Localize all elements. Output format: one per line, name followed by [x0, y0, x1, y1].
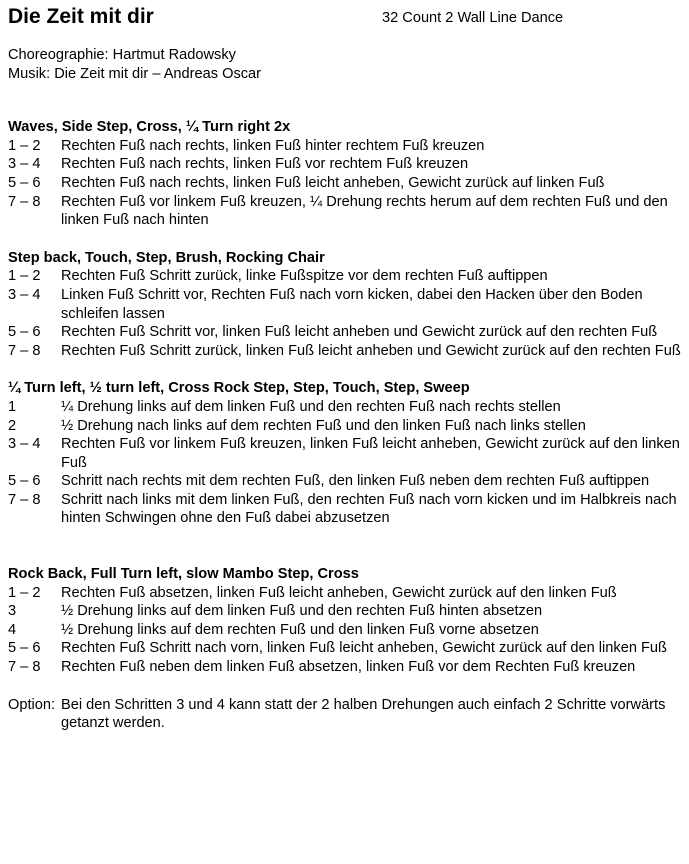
step-description: Schritt nach rechts mit dem rechten Fuß, den linken Fuß neben dem rechten Fuß auftippen [61, 473, 650, 490]
step-count: 7 – 8 [8, 193, 41, 210]
step-count: 7 – 8 [8, 491, 41, 508]
step-count: 4 [8, 621, 17, 638]
step-row [8, 342, 684, 361]
step-description: Rechten Fuß nach rechts, linken Fuß vor rechtem Fuß kreuzen [61, 156, 469, 173]
option-text: Bei den Schritten 3 und 4 kann statt der 2 halben Drehungen auch einfach 2 Schritte vorwärts getanzt werden. [61, 696, 666, 732]
section-title: ¼ Turn left, ½ turn left, Cross Rock Step, Step, Touch, Step, Sweep [8, 380, 470, 397]
step-description: Rechten Fuß Schritt zurück, linke Fußspitze vor dem rechten Fuß auftippen [61, 268, 548, 285]
option-label: Option: [8, 696, 56, 713]
step-row [8, 155, 684, 174]
page-title: Die Zeit mit dir [8, 5, 154, 28]
section [8, 118, 684, 230]
step-count: 2 [8, 417, 17, 434]
step-row [8, 639, 684, 658]
step-row [8, 267, 684, 286]
step-count: 3 – 4 [8, 286, 41, 303]
step-row [8, 323, 684, 342]
header [8, 4, 684, 31]
option-note [8, 696, 684, 733]
step-count: 1 – 2 [8, 584, 41, 601]
step-count: 7 – 8 [8, 342, 41, 359]
step-count: 3 – 4 [8, 436, 41, 453]
step-description: Rechten Fuß vor linkem Fuß kreuzen, ¼ Drehung rechts herum auf dem rechten Fuß und den linken Fuß nach hinten [61, 193, 668, 229]
step-count: 7 – 8 [8, 659, 41, 676]
step-description: Schritt nach links mit dem linken Fuß, den rechten Fuß nach vorn kicken und im Halbkreis nach hinten Schwingen ohne den Fuß dabei abzusetzen [61, 491, 677, 527]
step-description: Rechten Fuß Schritt nach vorn, linken Fuß leicht anheben, Gewicht zurück auf den linken Fuß [61, 640, 667, 657]
step-description: Rechten Fuß absetzen, linken Fuß leicht anheben, Gewicht zurück auf den linken Fuß [61, 584, 617, 601]
step-row [8, 174, 684, 193]
step-count: 5 – 6 [8, 473, 41, 490]
step-description: Rechten Fuß vor linkem Fuß kreuzen, linken Fuß leicht anheben, Gewicht zurück auf den linken Fuß [61, 436, 680, 471]
step-description: Rechten Fuß Schritt zurück, linken Fuß leicht anheben und Gewicht zurück auf den rechten Fuß [61, 342, 681, 359]
step-description: Linken Fuß Schritt vor, Rechten Fuß nach vorn kicken, dabei den Hacken über den Boden schleifen lassen [61, 286, 643, 322]
step-row [8, 491, 684, 528]
step-description: Rechten Fuß nach rechts, linken Fuß leicht anheben, Gewicht zurück auf linken Fuß [61, 174, 605, 191]
section-title: Rock Back, Full Turn left, slow Mambo Step, Cross [8, 566, 359, 583]
step-row [8, 398, 684, 417]
section [8, 565, 684, 677]
dance-sheet [8, 4, 684, 733]
step-count: 1 – 2 [8, 268, 41, 285]
step-count: 1 – 2 [8, 137, 41, 154]
step-count: 3 – 4 [8, 156, 41, 173]
step-count: 5 – 6 [8, 174, 41, 191]
dance-type: 32 Count 2 Wall Line Dance [382, 10, 564, 26]
choreography-credit: Choreographie: Hartmut Radowsky [8, 47, 236, 63]
step-row [8, 584, 684, 603]
step-description: ½ Drehung links auf dem linken Fuß und den rechten Fuß hinten absetzen [61, 603, 543, 620]
step-row [8, 602, 684, 621]
step-row [8, 658, 684, 677]
step-row [8, 137, 684, 156]
section [8, 249, 684, 361]
step-description: ½ Drehung nach links auf dem rechten Fuß und den linken Fuß nach links stellen [61, 417, 586, 434]
section-title: Waves, Side Step, Cross, ¼ Turn right 2x [8, 119, 291, 136]
step-row [8, 435, 684, 472]
step-row [8, 472, 684, 491]
step-row [8, 621, 684, 640]
step-count: 5 – 6 [8, 640, 41, 657]
step-description: ½ Drehung links auf dem rechten Fuß und den linken Fuß vorne absetzen [61, 621, 539, 638]
sections [8, 118, 684, 676]
step-description: ¼ Drehung links auf dem linken Fuß und den rechten Fuß nach rechts stellen [61, 398, 561, 415]
step-row [8, 417, 684, 436]
step-description: Rechten Fuß nach rechts, linken Fuß hinter rechtem Fuß kreuzen [61, 137, 485, 154]
step-row [8, 193, 684, 230]
step-count: 5 – 6 [8, 324, 41, 341]
music-credit: Musik: Die Zeit mit dir – Andreas Oscar [8, 65, 262, 82]
step-description: Rechten Fuß Schritt vor, linken Fuß leicht anheben und Gewicht zurück auf den rechten Fuß [61, 324, 658, 341]
step-count: 1 [8, 398, 17, 415]
section-title: Step back, Touch, Step, Brush, Rocking Chair [8, 249, 325, 266]
step-count: 3 [8, 603, 17, 620]
step-description: Rechten Fuß neben dem linken Fuß absetzen, linken Fuß vor dem Rechten Fuß kreuzen [61, 659, 636, 676]
section [8, 379, 684, 528]
credits [8, 46, 684, 83]
step-row [8, 286, 684, 323]
